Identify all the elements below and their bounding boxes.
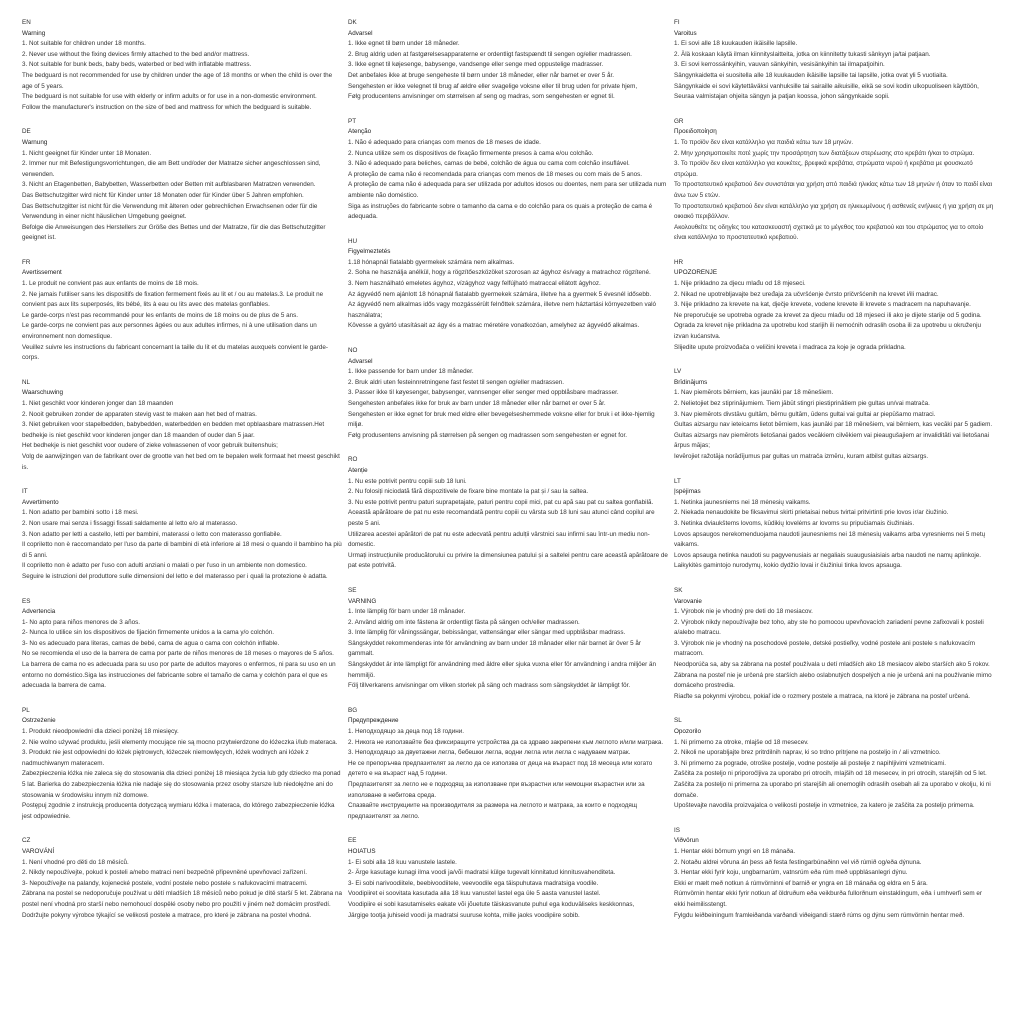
warning-line: Lovos apsaugos nerekomenduojama naudoti jaunesniems nei 18 mėnesių vaikams arba vyresniems nei 5 metų vaikams. [674,530,986,549]
warning-line: Veuillez suivre les instructions du fabricant concernant la taille du lit et du matelas auxquels convient le garde-corps. [22,343,328,362]
language-code: RO [348,456,358,464]
warning-line: 3. Неподходящо за двуетажни легла, бебешки легла, водни легла или легла с надуваем матрак. [348,749,631,757]
warning-line: Voodipiire ei sobi kasutamiseks eakate või jõuetute täiskasvanute puhul ega koduväliseks keskkonnas, [348,900,635,908]
language-section-ee [348,836,668,921]
warning-heading: Opozorilo [674,728,701,736]
warning-line: 3. Hentar ekki fyrir koju, ungbarnarúm, vatnsrúm eða rúm með uppblásanlegri dýnu. [674,869,908,877]
warning-line: Følg produsentens anvisning på størrelsen på sengen og madrassen som sengehesten er egnet for. [348,431,627,439]
warning-line: 1. Nicht geeignet für Kinder unter 18 Monaten. [22,149,152,157]
language-code: NL [22,378,31,386]
language-section-de [22,127,342,244]
language-section-lv [674,367,994,462]
warning-line: 1. Nu este potrivit pentru copiii sub 18 luni. [348,477,467,485]
warning-line: 3. Ni primerno za pograde, otroške postelje, vodne postelje ali postelje z napihljivimi vzmetnicami. [674,759,946,767]
warning-line: The bedguard is not recommended for use by children under the age of 18 months or when the child is over the age of 5 years. [22,71,333,90]
language-section-es [22,597,342,692]
warning-line: Sängynkaidetta ei suositella alle 18 kuukauden ikäisille lapsille tai lapsille, jotka ovat yli 5 vuotiaita. [674,71,948,79]
warning-line: 1. Non adatto per bambini sotto i 18 mesi. [22,509,139,517]
warning-line: Das Bettschutzgitter wird nicht für Kinder unter 18 Monaten oder für Kinder über 5 Jahren empfohlen. [22,191,304,199]
warning-line: 2. Nunca utilize sem os dispositivos de fixação firmemente presos à cama e/ou colchão. [348,149,594,157]
warning-line: Neodporúča sa, aby sa zábrana na posteľ používala u detí mladších ako 18 mesiacov alebo starších ako 5 rokov. [674,661,990,669]
warning-line: Το προστατευτικό κρεβατιού δεν συνιστάται για χρήση από παιδιά ηλικίας κάτω των 18 μηνών ή όταν το παιδί είναι άνω των 5 ετών. [674,181,993,199]
language-section-nl [22,378,342,473]
warning-line: Zábrana na postel se nedoporučuje používat u dětí mladších 18 měsíců nebo pokud je dítě starší 5 let. Zábrana na postel není vhodná pro starší nebo nemohoucí dospělé osoby nebo pro použití v jiném než domácím prostředí. Dodržujte pokyny výrobce týkající se velikosti postele a matrace, pro které je zábrana na postel vhodná. [22,890,342,919]
warning-line: 2. Μην χρησιμοποιείτε ποτέ χωρίς την προσάρτηση των διατάξεων στερέωσης στο κρεβάτι ή/και το στρώμα. [674,149,975,157]
warning-line: 1. Není vhodné pro děti do 18 měsíců. [22,858,129,866]
warning-line: Спазвайте инструкциите на производителя за размера на леглото и матрака, за които е подходящ предпазителят за легло. [348,802,637,820]
warning-line: Fylgdu leiðbeiningum framleiðanda varðandi viðeigandi stærð rúms og dýnu sem rúmvörnin hentar með. [674,911,965,919]
language-code: NO [348,347,358,355]
warning-line: Befolge die Anweisungen des Herstellers zur Größe des Bettes und der Matratze, für die das Bettschutzgitter geeignet ist. [22,223,326,242]
language-code: LT [674,477,681,485]
warning-heading: UPOZORENJE [674,269,718,277]
warning-line: 2. Výrobok nikdy nepoužívajte bez toho, aby ste ho pomocou upevňovacích zariadení pevne zafixovali k posteli a/alebo matracu. [674,618,984,637]
warning-line: 3. Nav piemērots divstāvu gultām, bērnu gultām, ūdens gultai vai gultai ar piepūšamo matraci. [674,410,936,418]
warning-line: 1. Produkt nieodpowiedni dla dzieci poniżej 18 miesięcy. [22,728,179,736]
language-code: EE [348,837,357,845]
warning-line: 1. Výrobok nie je vhodný pre deti do 18 mesiacov. [674,608,813,616]
warning-line: 2. Nooit gebruiken zonder de apparaten stevig vast te maken aan het bed of matras. [22,410,257,418]
language-section-no [348,346,668,441]
warning-line: 3. Inte lämplig för våningssängar, bebissängar, vattensängar eller sängar med uppblåsbar madrass. [348,629,626,637]
warning-line: 3. Niet gebruiken voor stapelbedden, babybedden, waterbedden en bedden met opblaasbare matrassen.Het bedhekje is niet geschikt voor kinderen jonger dan 18 maanden of ouder dan 5 jaar. [22,421,325,439]
warning-line: Kövesse a gyártó utasításait az ágy és a matrac méretére vonatkozóan, amelyhez az ágyvédő alkalmas. [348,322,640,330]
warning-line: Het bedhekje is niet geschikt voor oudere of zieke volwassenen of voor gebruik buitenshuis; [22,442,278,450]
warning-heading: Ostrzeżenie [22,717,56,725]
warning-line: Postępuj zgodnie z instrukcją producenta dotyczącą wymiaru łóżka i materaca, do którego zabezpieczenie łóżka jest odpowiednie. [22,802,335,820]
warning-line: 3. Nu este potrivit pentru paturi suprapetajate, paturi pentru copii mici, pat cu apă sau pat cu saltea gonflabilă. [348,498,654,506]
warning-line: 2. Nikoli ne uporabljajte brez pritrdilnih naprav, ki so trdno pritrjene na posteljo in / ali vzmetnico. [674,749,941,757]
language-code: SE [348,586,357,594]
language-code: SL [674,717,682,725]
language-section-ro [348,455,668,572]
warning-line: 3. Nem használható emeletes ágyhoz, vízágyhoz vagy felfújható matraccal ellátott ágyhoz. [348,280,601,288]
warning-line: Följ tillverkarens anvisningar om vilken storlek på säng och madrass som sängskyddet är lämpligt för. [348,682,631,690]
warning-heading: Advertencia [22,608,56,616]
warning-line: La barrera de cama no es adecuada para su uso por parte de adultos mayores o enfermos, ni para su uso en un entorno no doméstico.Siga las instrucciones del fabricante sobre el tamaño de cama y colchón para el que es adecuada la barrera de cama. [22,661,336,690]
language-code: IT [22,488,28,496]
language-section-sl [674,716,994,811]
warning-line: 1. Неподходящо за деца под 18 години. [348,728,464,736]
warning-line: 3- Ei sobi narivoodiitele, beebivoodiitele, veevoodile ega täispuhutava madratsiga voodile. [348,879,599,887]
warning-line: Slijedite upute proizvođača o veličini kreveta i madraca za koje je ograda prikladna. [674,343,906,351]
warning-line: Zábrana na posteľ nie je určená pre starších alebo oslabnutých dospelých a nie je určená ani na používanie mimo domáceho prostredia. [674,671,992,690]
warning-line: Sengehesten anbefales ikke for bruk av barn under 18 måneder eller når barnet er over 5 år. [348,400,606,407]
language-section-hr [674,258,994,353]
language-section-lt [674,477,994,572]
warning-line: 1. Nije prikladno za djecu mlađu od 18 mjeseci. [674,280,806,288]
warning-line: 2. Immer nur mit Befestigungsvorrichtungen, die am Bett und/oder der Matratze sicher angeschlossen sind, verwenden. [22,160,321,178]
warning-line: Sengehesten er ikke velegnet til brug af ældre eller svagelige voksne eller til brug uden for private hjem, [348,82,638,90]
warning-heading: Avertissement [22,269,62,277]
language-section-fr [22,258,342,364]
warning-line: 1. Hentar ekki börnum yngri en 18 mánaða. [674,847,796,855]
warning-line: 3. Not suitable for bunk beds, baby beds, waterbed or bed with inflatable mattress. [22,61,252,69]
language-section-bg [348,706,668,823]
warning-line: 2. Älä koskaan käytä ilman kiinnityslaitteita, jotka on kiinnitetty tukasti sänkyyn ja/tai patjaan. [674,50,931,58]
language-section-it [22,487,342,582]
language-section-fi [674,18,994,103]
language-section-pl [22,706,342,823]
column-middle [348,18,674,1024]
warning-line: Det anbefales ikke at bruge sengeheste til børn under 18 måneder, eller når barnet er over 5 år. [348,71,615,79]
warning-heading: Warnung [22,138,48,146]
warning-line: 2. Bruk aldri uten festeinnretningene fast festet til sengen og/eller madrassen. [348,378,564,386]
warning-line: 1. Inte lämplig för barn under 18 månader. [348,608,466,616]
language-section-se [348,586,668,692]
warning-line: 3- Nepoužívejte na palandy, kojenecké postele, vodní postele nebo postele s nafukovacími matracemi. [22,879,308,887]
warning-line: 2- Nunca lo utilice sin los dispositivos de fijación firmemente unidos a la cama y/o colchón. [22,629,274,637]
warning-line: Rúmvörnin hentar ekki fyrir notkun af öldruðum eða veikburða fullorðnum einstaklingum, eða í umhverfi sem er ekki heimilisstengt. [674,890,982,908]
warning-line: 2- Ärge kasutage kunagi ilma voodi ja/või madratsi külge tugevalt kinnitatud kinnitusvahenditeta. [348,869,616,877]
language-code: HR [674,258,684,266]
warning-line: Lovos apsauga netinka naudoti su pagyvenusiais ar negaliais suaugusiaisiais arba naudoti ne namų aplinkoje. [674,551,982,559]
warning-heading: Advarsel [348,357,373,365]
warning-line: Il copriletto non è raccomandato per l'uso da parte di bambini di età inferiore ai 18 mesi o quando il bambino ha più di 5 anni. [22,541,342,559]
warning-line: Zabezpieczenia łóżka nie zaleca się do stosowania dla dzieci poniżej 18 miesiąca życia lub gdy dziecko ma ponad 5 lat. Barierka do zabezpieczenia łóżka nie nadaje się do stosowania przez osoby starsze lub niedołężne ani do stosowania w środowisku innym niż domowe. [22,770,341,799]
language-section-dk [348,18,668,103]
warning-line: Follow the manufacturer's instruction on the size of bed and mattress for which the bedguard is suitable. [22,103,312,111]
warning-line: 1. Netinka jaunesniems nei 18 mėnesių vaikams. [674,498,811,506]
warning-line: 3. Produkt nie jest odpowiedni do łóżek piętrowych, łóżeczek niemowlęcych, łóżek wodnych ani łóżek z nadmuchiwanym materacem. [22,749,309,767]
warning-heading: HOIATUS [348,847,376,855]
language-code: DK [348,19,357,26]
warning-line: 1.18 hónapnál fiatalabb gyermekek számára nem alkalmas. [348,258,515,266]
warning-line: A proteção de cama não é adequada para ser utilizada por adultos idosos ou doentes, nem para ser utilizada num ambiente não doméstico. [348,181,667,199]
warning-line: Følg producentens anvisninger om størrelsen af seng og madras, som sengehesten er egnet til. [348,93,615,101]
warning-line: 2. Nu folosiți niciodată fără dispozitivele de fixare bine montate la pat și / sau la saltea. [348,488,589,496]
language-code: SK [674,586,683,594]
warning-line: Zaščita za posteljo ni priporočljiva za uporabo pri otrocih, mlajših od 18 mesecev, in pri otrocih, starejših od 5 let. [674,770,987,778]
warning-line: 3. Ikke egnet til køjesenge, babysenge, vandsenge eller senge med oppustelige madrasser. [348,61,604,69]
warning-line: 1. Ni primerno za otroke, mlajše od 18 mesecev. [674,738,809,746]
warning-line: The bedguard is not suitable for use with elderly or infirm adults or for use in a non-domestic environment. [22,93,317,101]
warning-line: 2. Nie wolno używać produktu, jeśli elementy mocujące nie są mocno przytwierdzone do łóżeczka i/lub materaca. [22,738,338,746]
warning-line: 2. Никога не използвайте без фиксиращите устройства да са здраво закрепени към леглото и/или матрака. [348,738,664,746]
warning-line: 2. Brug aldrig uden at fastgørelsesapparaterne er ordentligt fastspændt til sengen og/eller madrassen. [348,50,632,58]
warning-line: Seuraa valmistajan ohjeita sängyn ja patjan koossa, johon sängynkaide sopii. [674,93,890,101]
warning-line: No se recomienda el uso de la barrera de cama por parte de niños menores de 18 meses o mayores de 5 años. [22,650,334,658]
warning-line: 2. Nelietojiet bez stiprinājumiem. Tiem jābūt stingri piestiprinātiem pie gultas un/vai matrača. [674,400,930,407]
language-code: EN [22,19,31,26]
warning-line: Ievērojiet ražotāja norādījumus par gultas un matrača izmēru, kuram atbilst gultas aizsargs. [674,452,929,460]
column-right [674,18,1000,1024]
warning-line: 3. Nije prikladno za krevete na kat, dječje krevete, vodene krevete ili krevete s madracem na napuhavanje. [674,301,971,309]
warning-line: 1. Não é adequado para crianças com menos de 18 meses de idade. [348,138,541,146]
language-section-en [22,18,342,113]
language-code: CZ [22,837,31,845]
warning-line: Volg de aanwijzingen van de fabrikant over de grootte van het bed om te bepalen welk formaat het meest geschikt is. [22,452,340,471]
warning-line: 3. Non adatto per letti a castello, letti per bambini, materassi o letto con materasso gonfiabile. [22,530,282,538]
language-code: FR [22,258,31,266]
warning-line: Ekki er mælt með notkun á rúmvörninni ef barnið er yngra en 18 mánaða og eldra en 5 ára. [674,879,928,887]
warning-line: Această apărătoare de pat nu este recomandată pentru copiii cu vârsta sub 18 luni sau atunci când copilul are peste 5 ani. [348,509,655,527]
warning-line: 1. Το προϊόν δεν είναι κατάλληλο για παιδιά κάτω των 18 μηνών. [674,138,854,146]
warning-line: 3. Výrobok nie je vhodný na poschodové postele, detské postieľky, vodné postele ani postele s nafukovacím matracom. [674,639,976,658]
warning-line: 2. Nikad ne upotrebljavajte bez uređaja za učvršćenje čvrsto pričvršćenih na krevet i/ili madrac. [674,290,939,298]
warning-line: 3- No es adecuado para literas, camas de bebé, cama de agua o cama con colchón inflable. [22,639,280,647]
warning-line: Gultas aizsargs nav piemērots lietošanai gados vecākiem cilvēkiem vai pieaugušajiem ar invaliditāti vai lietošanai ārpus mājas; [674,431,989,450]
warning-line: 3. Nicht an Etagenbetten, Babybetten, Wasserbetten oder Betten mit aufblasbaren Matratzen verwenden. [22,181,316,189]
warning-heading: Viðvörun [674,837,699,845]
warning-line: 1. Ikke passende for barn under 18 måneder. [348,368,474,376]
warning-line: 1. Ei sovi alle 18 kuukauden ikäisille lapsille. [674,40,798,48]
language-code: FI [674,19,680,26]
language-section-gr [674,117,994,244]
warning-heading: Įspėjimas [674,488,701,496]
warning-line: Le garde-corps ne convient pas aux personnes âgées ou aux adultes infirmes, ni à une utilisation dans un environnement non domestique. [22,322,317,341]
warning-line: Riaďte sa pokynmi výrobcu, pokiaľ ide o rozmery postele a matraca, na ktoré je zábrana na posteľ určená. [674,692,970,700]
language-section-sk [674,586,994,703]
warning-heading: Atenção [348,128,372,136]
language-section-cz [22,836,342,921]
warning-line: Das Bettschutzgitter ist nicht für die Verwendung mit älteren oder gebrechlichen Erwachsenen oder für die Verwendung in einer nicht häuslichen Umgebung geeignet. [22,202,318,221]
warning-heading: Brīdinājums [674,378,708,386]
warning-line: 2. Non usare mai senza i fissaggi fissati saldamente al letto e/o al materasso. [22,519,238,527]
warning-line: 3. Netinka dviaukštems lovoms, kūdikių lovelėms ar lovoms su pripučiamais čiužiniais. [674,519,915,527]
warning-heading: Advarsel [348,29,373,37]
warning-line: Le garde-corps n'est pas recommandé pour les enfants de moins de 18 moins ou de plus de 5 ans. [22,311,298,319]
warning-line: 3. Não é adequado para beliches, camas de bebé, colchão de água ou cama com colchão insuflável. [348,160,630,168]
warning-heading: Waarschuwing [22,389,64,397]
warning-line: Sängskyddet är inte lämpligt för användning med äldre eller sjuka vuxna eller för användning i andra miljöer än hemmiljö. [348,661,657,679]
warning-heading: VAROVÁNÍ [22,847,55,855]
warning-line: Sengehesten er ikke egnet for bruk med eldre eller bevegelseshemmede voksne eller for bruk i et ikke-hjemlig miljø. [348,410,655,429]
language-code: PL [22,706,30,714]
warning-line: Az ágyvédő nem ajánlott 18 hónapnál fiatalabb gyermekek számára, illetve ha a gyermek 5 évesnél idősebb. [348,290,652,298]
language-code: GR [674,117,684,125]
warning-line: 2. Nikdy nepoužívejte, pokud k posteli a/nebo matraci není bezpečně připevněné upevňovací zařízení. [22,869,307,877]
warning-heading: Figyelmeztetés [348,248,391,256]
warning-line: 1. Nav piemērots bērniem, kas jaunāki par 18 mēnešiem. [674,389,834,397]
language-code: PT [348,117,357,125]
warning-line: Ακολουθείτε τις οδηγίες του κατασκευαστή σχετικά με το μέγεθος του κρεβατιού και του στρώματος για το οποίο είναι κατάλληλο το προστατευτικό κρεβατιού. [674,223,984,242]
language-code: ES [22,597,31,605]
warning-line: 2. Soha ne használja anélkül, hogy a rögzítőeszközöket szorosan az ágyhoz és/vagy a matrachoz rögzítené. [348,269,651,277]
warning-line: 3. Ei sovi kerrossänkyihin, vauvan sänkyihin, vesisänkyihin tai ilmapatjoihin. [674,61,885,69]
language-code: DE [22,128,31,136]
language-code: BG [348,706,358,714]
language-section-is [674,826,994,921]
warning-heading: Varoitus [674,29,697,37]
warning-heading: Atenție [348,466,368,474]
warning-line: 1. Not suitable for children under 18 months. [22,40,146,48]
warning-line: Ograda za krevet nije prikladna za upotrebu kod starijih ili nemoćnih odraslih osoba ili za upotrebu u okruženju izvan kućanstva. [674,322,981,341]
warning-line: Järgige tootja juhiseid voodi ja madratsi suuruse kohta, mille jaoks voodipiire sobib. [348,911,580,919]
warning-line: Voodipiiret ei soovitata kasutada alla 18 kuu vanustel lastel ega üle 5 aasta vanustel lastel. [348,890,601,898]
warning-line: 1- Ei sobi alla 18 kuu vanustele lastele. [348,858,457,866]
warning-line: Sängskyddet rekommenderas inte för användning av barn under 18 månader eller när barnet är över 5 år gammalt. [348,639,641,658]
language-code: LV [674,368,682,376]
warning-line: Ne preporučuje se upotreba ograde za krevet za djecu mlađu od 18 mjeseci ili ako je dijete starije od 5 godina. [674,311,982,319]
language-code: IS [674,826,680,834]
warning-heading: Προειδοποίηση [674,128,717,136]
warning-line: Il copriletto non è adatto per l'uso con adulti anziani o malati o per l'uso in un ambiente non domestico. [22,562,307,570]
language-code: HU [348,237,358,245]
warning-line: Не се препоръчва предпазителят за легло да се използва от деца на възраст под 18 месеца или когато детето е на възраст над 5 години. [348,759,653,778]
warning-line: Seguire le istruzioni del produttore sulle dimensioni del letto e del materasso per i quali la protezione è adatta. [22,572,328,580]
warning-line: 2. Never use without the fixing devices firmly attached to the bed and/or mattress. [22,50,250,58]
warning-line: Sängynkaide ei sovi käytettäväksi vanhuksille tai sairaille aikuisille, eikä se sovi kodin ulkopuoliseen käyttöön, [674,82,979,90]
warning-heading: Предупреждение [348,717,399,725]
warning-line: Zaščita za posteljo ni primerna za uporabo pri starejših ali onemoglih odraslih osebah ali za uporabo v okolju, ki ni domače. [674,781,991,799]
warning-line: 2. Notaðu aldrei vöruna án þess að festa festingarbúnaðinn vel við rúmið og/eða dýnuna. [674,858,922,866]
warning-heading: VARNING [348,597,377,605]
warning-line: Предпазителят за легло не е подходящ за използване при възрастни или немощни възрастни или за използване в небитова среда. [348,781,645,799]
warning-line: Utilizarea acestei apărători de pat nu este adecvată pentru adulții vârstnici sau infirmi sau într-un mediu non-domestic. [348,530,650,549]
warning-line: A proteção de cama não é recomendada para crianças com menos de 18 meses ou com mais de 5 anos. [348,170,643,178]
warning-line: Az ágyvédő nem alkalmas idős vagy mozgássérült felnőttek számára, illetve nem háztartási környezetben való használatra; [348,301,656,319]
warning-line: 3. Το προϊόν δεν είναι κατάλληλο για κουκέτες, βρεφικά κρεβάτια, στρώματα νερού ή κρεβάτια με φουσκωτό στρώμα. [674,160,973,178]
language-section-hu [348,237,668,332]
warning-line: 2. Använd aldrig om inte fästena är ordentligt fästa på sängen och/eller madrassen. [348,618,580,626]
warning-line: 2. Niekada nenaudokite be fiksavimui skirti prietaisai nebus tvirtai pritvirtinti prie lovos ir/ar čiužinio. [674,509,949,517]
warning-line: Gultas aizsargu nav ieteicams lietot bērniem, kas jaunāki par 18 mēnešiem, vai bērniem, kas vecāki par 5 gadiem. [674,421,993,429]
warning-line: Laikykitės gamintojo nurodymų, kokio dydžio lovai ir čiužiniui tinka lovos apsauga. [674,562,902,570]
warning-line: 3. Passer ikke til køyesenger, babysenger, vannsenger eller senger med oppblåsbare madrasser. [348,389,619,397]
warning-line: 1. Le produit ne convient pas aux enfants de moins de 18 mois. [22,280,199,288]
warning-line: 1. Niet geschikt voor kinderen jonger dan 18 maanden [22,400,174,407]
warning-line: 2. Ne jamais l'utiliser sans les dispositifs de fixation fermement fixés au lit et / ou au matelas.3. Le produit ne convient pas aux lits superposés, lits bébé, lits à eau ou lits avec des matelas gonflables. [22,290,324,309]
warning-line: 1. Ikke egnet til børn under 18 måneder. [348,40,460,48]
warning-line: Upoštevajte navodila proizvajalca o velikosti postelje in vzmetnice, za katero je zaščita za posteljo primerna. [674,802,975,810]
warning-line: Το προστατευτικό κρεβατιού δεν είναι κατάλληλο για χρήση σε ηλικιωμένους ή ασθενείς ενήλικες ή για χρήση σε μη οικιακό περιβάλλον. [674,202,994,221]
column-left [22,18,348,1024]
warning-line: Siga as instruções do fabricante sobre o tamanho da cama e do colchão para os quais a proteção de cama é adequada. [348,202,653,221]
warning-heading: Varovanie [674,597,702,605]
warning-heading: Avvertimento [22,498,59,506]
warning-line: Urmați instrucțiunile producătorului cu privire la dimensiunea patului și a salteleі pentru care această apărătoare de pat este potrivită. [348,551,668,570]
warning-line: 1- No apto para niños menores de 3 años. [22,618,140,626]
warning-heading: Warning [22,29,46,37]
language-section-pt [348,117,668,223]
